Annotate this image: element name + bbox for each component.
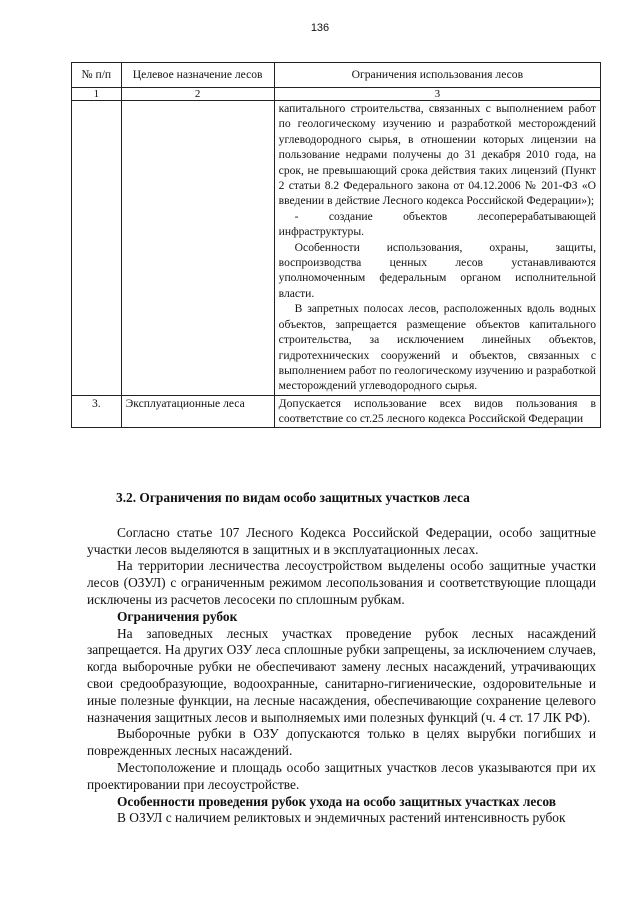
forest-restrictions-table: [71, 62, 601, 428]
paragraph: В ОЗУЛ с наличием реликтовых и эндемичных растений интенсивность рубок: [117, 810, 566, 826]
paragraph: На заповедных лесных участках проведение рубок лесных насаждений запрещается. На других ОЗУ леса сплошные рубки запрещены, за исключением случаев, когда выборочные рубки не обеспечивают замену лесных насаждений, утрачивающих свои средообразующие, водоохранные, санитарно-гигиенические, оздоровительные и иные полезные функции, на лесные насаждения, обеспечивающие сохранение целевого назначения защитных лесов и выполняемых ими полезных функций (ч. 4 ст. 17 ЛК РФ).: [87, 625, 596, 725]
section-body: [87, 490, 596, 827]
forest-purpose: Эксплуатационные леса: [121, 395, 274, 427]
column-number: 1: [72, 88, 122, 101]
paragraph: Выборочные рубки в ОЗУ допускаются только в целях вырубки погибших и поврежденных лесных насаждений.: [87, 726, 596, 759]
paragraph: Местоположение и площадь особо защитных участков лесов указываются при их проектировании при лесоустройстве.: [87, 759, 596, 792]
page-number: 136: [310, 22, 330, 34]
paragraph: Согласно статье 107 Лесного Кодекса Российской Федерации, особо защитные участки лесов выделяются в защитных и в эксплуатационных лесах.: [87, 524, 596, 557]
restriction-paragraph: - создание объектов лесоперерабатывающей инфраструктуры.: [278, 209, 596, 239]
table-header-row: [72, 63, 601, 88]
paragraph: На территории лесничества лесоустройством выделены особо защитные участки лесов (ОЗУЛ) с ограниченным режимом лесопользования и соответствующие площади исключены из расчетов лесосеки по сплошным рубкам.: [87, 558, 596, 607]
subheading: Ограничения рубок: [117, 608, 238, 624]
column-header-purpose: Целевое назначение лесов: [121, 63, 274, 88]
section-title: 3.2. Ограничения по видам особо защитных участков леса: [116, 490, 470, 505]
restriction-paragraph: капитального строительства, связанных с выполнением работ по геологическому изучению и разработкой месторождений углеводородного сырья, в отношении которых лицензии на пользование недрами получены до 31 декабря 2010 года, на срок, не превышающий срока действия таких лицензий (Пункт 2 статьи 8.2 Федерального закона от 04.12.2006 № 201-ФЗ «О введении в действие Лесного кодекса Российской Федерации»);: [278, 102, 596, 208]
column-header-number: № п/п: [72, 63, 122, 88]
column-number: 3: [274, 88, 600, 101]
subheading: Особенности проведения рубок ухода на особо защитных участках лесов: [117, 793, 556, 809]
column-number-row: [72, 88, 601, 101]
restriction-text: Допускается использование всех видов пользования в соответствие со ст.25 лесного кодекса Российской Федерации: [274, 395, 600, 427]
restriction-paragraph: В запретных полосах лесов, расположенных вдоль водных объектов, запрещается размещение объектов капитального строительства, за исключением линейных объектов, гидротехнических сооружений и объектов, связанных с выполнением работ по геологическому изучению и разработкой месторождений углеводородного сырья.: [278, 302, 596, 393]
row-number: 3.: [72, 395, 122, 427]
column-header-restrictions: Ограничения использования лесов: [274, 63, 600, 88]
column-number: 2: [121, 88, 274, 101]
restriction-paragraph: Особенности использования, охраны, защиты, воспроизводства ценных лесов устанавливаются уполномоченным федеральным органом исполнительной власти.: [278, 240, 596, 300]
table-row: [72, 101, 601, 396]
table-row: [72, 395, 601, 427]
table-cell-empty: [121, 101, 274, 396]
restriction-continuation-cell: [274, 101, 600, 396]
table-cell-empty: [72, 101, 122, 396]
